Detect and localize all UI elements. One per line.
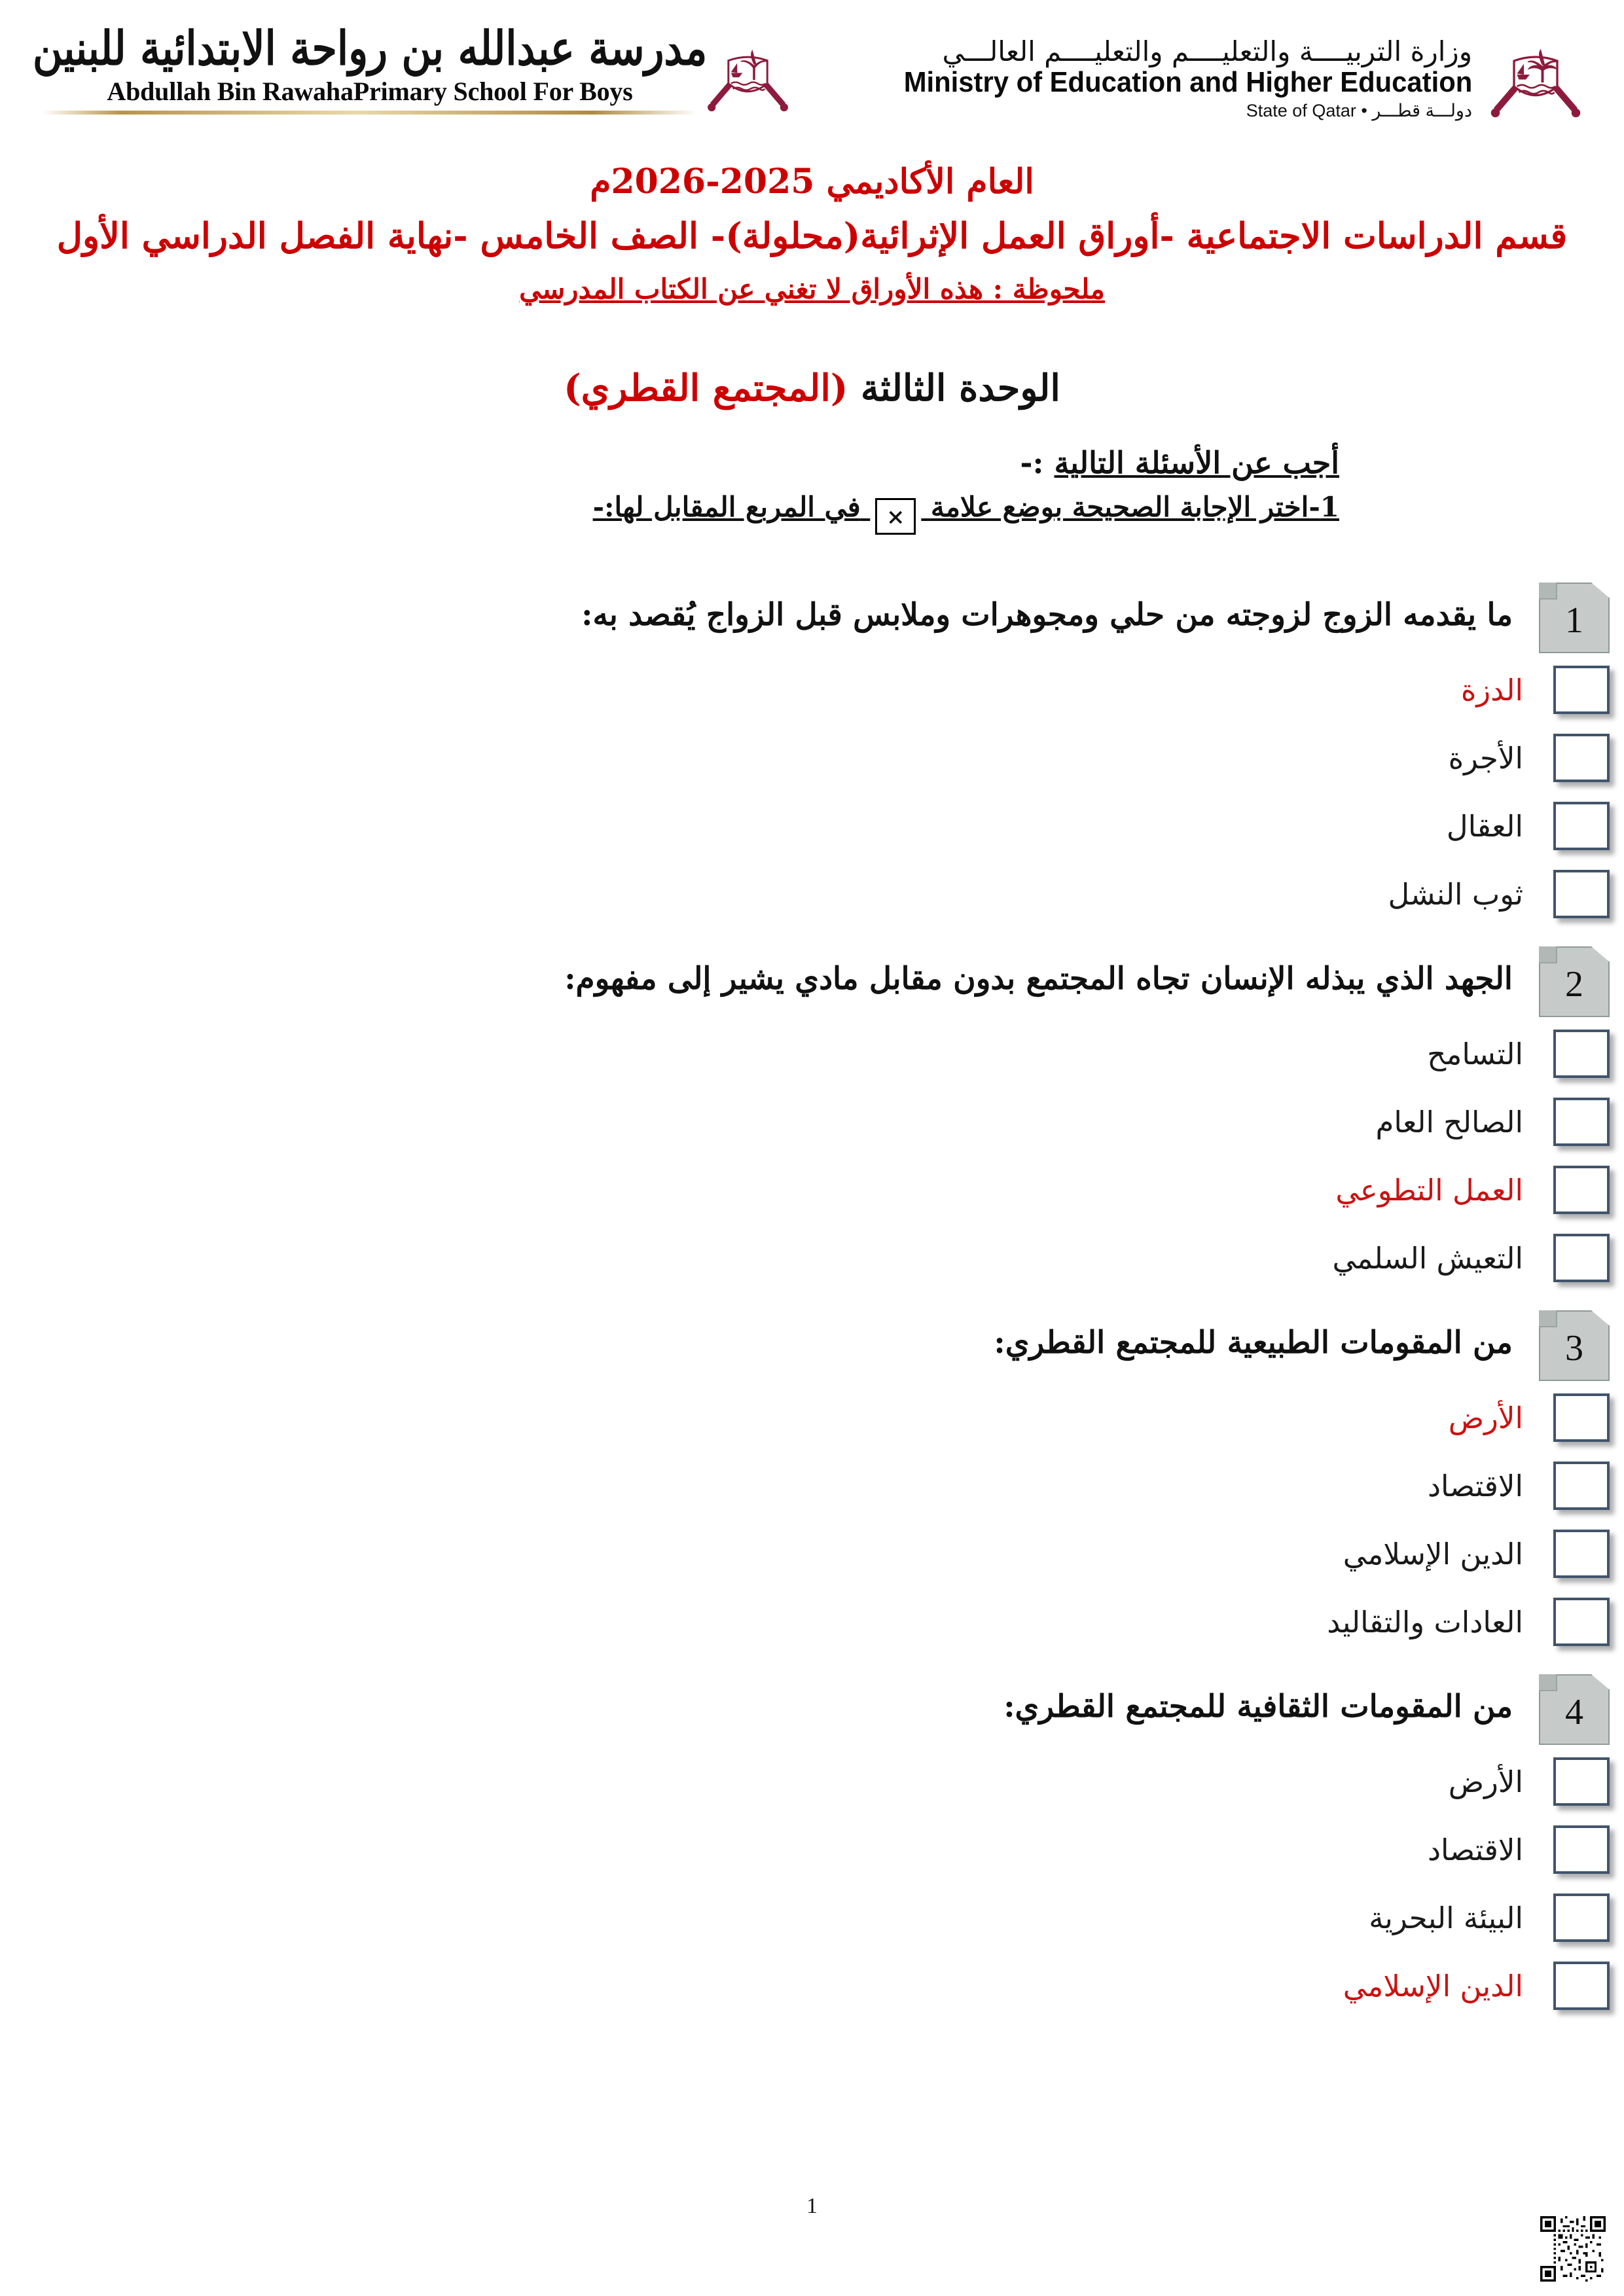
instruction-main-text: أجب عن الأسئلة التالية: [1054, 445, 1339, 480]
option-label: التعيش السلمي: [1332, 1240, 1523, 1276]
ministry-gold-divider: [896, 126, 1472, 130]
option-checkbox[interactable]: [1553, 666, 1610, 714]
option-label: الدزة: [1460, 672, 1523, 708]
option-checkbox[interactable]: [1553, 1098, 1610, 1146]
question-text: الجهد الذي يبذله الإنسان تجاه المجتمع بدون مقابل مادي يشير إلى مفهوم:: [564, 960, 1513, 997]
question-number: 1: [1565, 600, 1583, 641]
question-block: [0, 1668, 1624, 2020]
options-list: [0, 1384, 1624, 1656]
option-row[interactable]: [0, 724, 1624, 792]
school-gold-divider: [43, 111, 697, 115]
question-text: من المقومات الثقافية للمجتمع القطري:: [1003, 1688, 1513, 1725]
ministry-name-english: Ministry of Education and Higher Education: [903, 65, 1472, 98]
ministry-header: [874, 31, 1585, 130]
question-header: [0, 576, 1624, 653]
option-checkbox[interactable]: [1553, 1030, 1610, 1078]
unit-label: الوحدة الثالثة: [860, 367, 1060, 410]
option-checkbox[interactable]: [1553, 870, 1610, 918]
option-row[interactable]: [0, 656, 1624, 724]
ministry-name-arabic: وزارة التربيــــة والتعليــــم والتعليــــم العالـــي: [942, 35, 1472, 67]
option-row[interactable]: [0, 860, 1624, 928]
instruction-main: [521, 445, 1339, 480]
unit-title: [0, 367, 1624, 410]
instruction-main-suffix: :-: [1020, 445, 1044, 480]
school-crest-icon: [704, 34, 792, 126]
question-header: [0, 1304, 1624, 1381]
option-row[interactable]: [0, 1748, 1624, 1816]
instruction-sub-prefix: 1-اختر الإجابة الصحيحة بوضع علامة: [930, 491, 1339, 523]
instruction-sub: [521, 491, 1339, 535]
option-checkbox[interactable]: [1553, 1825, 1610, 1874]
title-block: [0, 160, 1624, 307]
option-label: الدين الإسلامي: [1343, 1536, 1523, 1571]
question-number: 3: [1565, 1328, 1583, 1369]
question-header: [0, 1668, 1624, 1745]
option-checkbox[interactable]: [1553, 1166, 1610, 1214]
question-number-badge: [1539, 583, 1610, 653]
qr-code-icon: [1540, 2216, 1606, 2282]
questions-list: [0, 576, 1624, 2032]
option-row[interactable]: [0, 1088, 1624, 1156]
option-checkbox[interactable]: [1553, 1757, 1610, 1806]
question-block: [0, 940, 1624, 1292]
school-header: [32, 20, 708, 115]
options-list: [0, 1020, 1624, 1292]
option-row[interactable]: [0, 1156, 1624, 1224]
unit-name: (المجتمع القطري): [564, 367, 848, 410]
option-checkbox[interactable]: [1553, 1893, 1610, 1942]
option-checkbox[interactable]: [1553, 802, 1610, 850]
school-texts: [32, 20, 708, 115]
option-label: العادات والتقاليد: [1327, 1604, 1523, 1640]
option-label: الدين الإسلامي: [1343, 1968, 1523, 2003]
instructions-block: [521, 445, 1339, 535]
option-row[interactable]: [0, 1588, 1624, 1656]
option-checkbox[interactable]: [1553, 1530, 1610, 1578]
option-row[interactable]: [0, 1224, 1624, 1292]
question-number: 4: [1565, 1692, 1583, 1732]
option-row[interactable]: [0, 1520, 1624, 1588]
academic-year-line: العام الأكاديمي 2025-2026م: [590, 162, 1034, 202]
option-row[interactable]: [0, 792, 1624, 860]
option-checkbox[interactable]: [1553, 1598, 1610, 1646]
department-line: قسم الدراسات الاجتماعية -أوراق العمل الإثرائية(محلولة)- الصف الخامس -نهاية الفصل الدراسي الأول: [56, 215, 1568, 257]
option-row[interactable]: [0, 1384, 1624, 1452]
option-row[interactable]: [0, 1020, 1624, 1088]
school-name-arabic: مدرسة عبدالله بن رواحة الابتدائية للبنين: [32, 20, 708, 76]
question-text: من المقومات الطبيعية للمجتمع القطري:: [994, 1324, 1513, 1361]
option-label: العقال: [1446, 808, 1523, 844]
options-list: [0, 1748, 1624, 2020]
question-block: [0, 576, 1624, 928]
option-label: الأجرة: [1448, 740, 1523, 776]
question-number-badge: [1539, 946, 1610, 1017]
option-row[interactable]: [0, 1884, 1624, 1952]
option-label: الاقتصاد: [1427, 1468, 1523, 1503]
school-name-english: Abdullah Bin RawahaPrimary School For Boys: [107, 77, 633, 106]
question-number-badge: [1539, 1310, 1610, 1381]
question-header: [0, 940, 1624, 1017]
option-label: ثوب النشل: [1388, 876, 1523, 912]
page-header: [0, 0, 1624, 141]
question-block: [0, 1304, 1624, 1656]
option-checkbox[interactable]: [1553, 1234, 1610, 1282]
option-label: الأرض: [1448, 1400, 1523, 1435]
ministry-texts: [874, 37, 1472, 130]
question-number-badge: [1539, 1674, 1610, 1745]
option-checkbox[interactable]: [1553, 1962, 1610, 2010]
options-list: [0, 656, 1624, 928]
instruction-sub-suffix: في المربع المقابل لها:-: [592, 491, 861, 523]
option-label: العمل التطوعي: [1335, 1172, 1523, 1208]
option-label: الصالح العام: [1375, 1104, 1523, 1139]
option-row[interactable]: [0, 1816, 1624, 1884]
option-row[interactable]: [0, 1452, 1624, 1520]
option-label: الاقتصاد: [1427, 1832, 1523, 1867]
option-label: الأرض: [1448, 1764, 1523, 1799]
option-label: البيئة البحرية: [1369, 1900, 1523, 1935]
option-checkbox[interactable]: [1553, 1462, 1610, 1510]
ministry-state-line: دولـــة قطـــر • State of Qatar: [1246, 101, 1472, 120]
option-checkbox[interactable]: [1553, 734, 1610, 782]
option-row[interactable]: [0, 1952, 1624, 2020]
page-number: 1: [806, 2194, 818, 2218]
mark-example-box: ×: [875, 498, 916, 535]
note-line: ملحوظة : هذه الأوراق لا تغني عن الكتاب المدرسي: [519, 272, 1105, 305]
option-label: التسامح: [1427, 1036, 1523, 1071]
qatar-state-emblem-icon: [1487, 31, 1585, 130]
question-number: 2: [1565, 964, 1583, 1005]
question-text: ما يقدمه الزوج لزوجته من حلي ومجوهرات وملابس قبل الزواج يُقصد به:: [581, 596, 1513, 633]
option-checkbox[interactable]: [1553, 1393, 1610, 1442]
